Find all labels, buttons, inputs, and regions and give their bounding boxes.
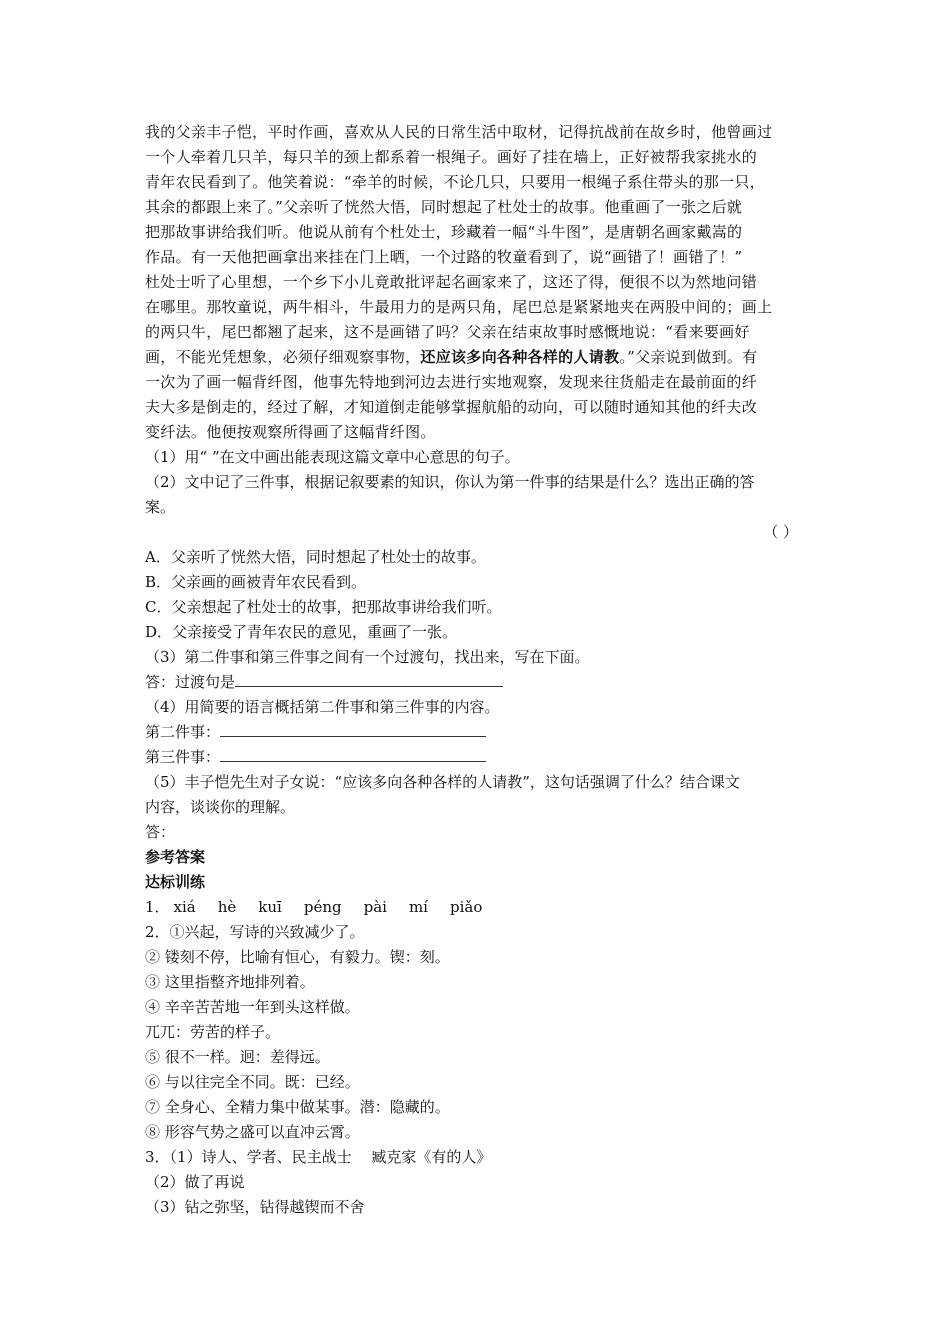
passage-line: 变纤法。他便按观察所得画了这幅背纤图。	[145, 423, 436, 441]
answer-key-section	[145, 845, 810, 1220]
passage-line: 一个人牵着几只羊，每只羊的颈上都系着一根绳子。画好了挂在墙上，正好被帮我家挑水的	[145, 148, 758, 166]
answer-label: 第二件事：	[145, 723, 221, 741]
answer-3-item: （3）钻之弥坚，钻得越锲而不舍	[145, 1198, 365, 1216]
pinyin-item: péng	[303, 898, 342, 916]
question-3-answer	[145, 670, 810, 695]
passage-line: 的两只牛，尾巴都翘了起来，这不是画错了吗？父亲在结束故事时感慨地说：“看来要画好	[145, 323, 750, 341]
option-b: B．父亲画的画被青年农民看到。	[145, 573, 367, 591]
passage-line: 在哪里。那牧童说，两牛相斗，牛最用力的是两只角，尾巴总是紧紧地夹在两股中间的；画上	[145, 298, 773, 316]
question-4: （4）用简要的语言概括第二件事和第三件事的内容。	[145, 698, 500, 716]
answer-2-item: ⑤ 很不一样。迥：差得远。	[145, 1048, 330, 1066]
answer-blank-line[interactable]	[220, 720, 486, 737]
passage-line: 青年农民看到了。他笑着说：“牵羊的时候，不论几只，只要用一根绳子系住带头的那一只，	[145, 173, 765, 191]
answer-1-pinyin	[145, 895, 810, 920]
question-5: （5）丰子恺先生对子女说：“应该多向各种各样的人请教”，这句话强调了什么？结合课文	[145, 773, 740, 791]
reading-passage	[145, 120, 810, 445]
question-2: （2）文中记了三件事，根据记叙要素的知识，你认为第一件事的结果是什么？选出正确的答	[145, 473, 755, 491]
option-c: C．父亲想起了杜处士的故事，把那故事讲给我们听。	[145, 598, 502, 616]
questions-section	[145, 445, 810, 845]
option-d: D．父亲接受了青年农民的意见，重画了一张。	[145, 623, 458, 641]
passage-line: 作品。有一天他把画拿出来挂在门上晒，一个过路的牧童看到了，说“画错了！画错了！”	[145, 248, 743, 266]
answer-2-item: ③ 这里指整齐地排列着。	[145, 973, 315, 991]
answer-bracket: （ ）	[763, 523, 798, 541]
answer-2-item: ⑥ 与以往完全不同。既：已经。	[145, 1073, 360, 1091]
passage-line	[145, 345, 810, 370]
pinyin-item: piǎo	[449, 898, 483, 916]
answer-2-item: ④ 辛辛苦苦地一年到头这样做。	[145, 998, 360, 1016]
question-1: （1）用“ ”在文中画出能表现这篇文章中心意思的句子。	[145, 448, 520, 466]
answer-2-item: ② 镂刻不停，比喻有恒心，有毅力。锲：刻。	[145, 948, 450, 966]
pinyin-item: pài	[363, 898, 387, 916]
answer-2-item: 2．①兴起，写诗的兴致减少了。	[145, 923, 365, 941]
passage-line: 杜处士听了心里想，一个乡下小儿竟敢批评起名画家来了，这还了得，便很不以为然地问错	[145, 273, 758, 291]
pinyin-item: mí	[408, 898, 428, 916]
answer-blank-line[interactable]	[220, 745, 486, 762]
pinyin-item: kuī	[258, 898, 282, 916]
passage-line: 把那故事讲给我们听。他说从前有个杜处士，珍藏着一幅“斗牛图”，是唐朝名画家戴嵩的	[145, 223, 743, 241]
question-4-third	[145, 745, 810, 770]
answer-2-item: 兀兀：劳苦的样子。	[145, 1023, 281, 1041]
answer-3-item: （2）做了再说	[145, 1173, 245, 1191]
answer-blank-line[interactable]	[235, 670, 503, 687]
passage-text: 。”父亲说到做到。有	[619, 348, 758, 366]
answer-key-heading: 参考答案	[145, 848, 206, 866]
answer-key-subheading: 达标训练	[145, 873, 206, 891]
question-5-cont: 内容，谈谈你的理解。	[145, 798, 296, 816]
answer-label: 第三件事：	[145, 748, 221, 766]
passage-line: 我的父亲丰子恺，平时作画，喜欢从人民的日常生活中取材，记得抗战前在故乡时，他曾画过	[145, 123, 773, 141]
question-2-cont: 案。	[145, 498, 176, 516]
passage-line: 夫大多是倒走的，经过了解，才知道倒走能够掌握航船的动向，可以随时通知其他的纤夫改	[145, 398, 758, 416]
key-sentence-bold: 还应该多向各种各样的人请教	[420, 348, 620, 366]
pinyin-item: xiá	[173, 898, 196, 916]
answer-label: 答：过渡句是	[145, 673, 236, 691]
answer-3-item: 3．（1）诗人、学者、民主战士 臧克家《有的人》	[145, 1148, 492, 1166]
answer-2-item: ⑧ 形容气势之盛可以直冲云霄。	[145, 1123, 360, 1141]
question-4-second	[145, 720, 810, 745]
document-content	[145, 120, 810, 1220]
passage-line: 其余的都跟上来了。”父亲听了恍然大悟，同时想起了杜处士的故事。他重画了一张之后就	[145, 198, 743, 216]
option-a: A．父亲听了恍然大悟，同时想起了杜处士的故事。	[145, 548, 486, 566]
passage-line: 一次为了画一幅背纤图，他事先特地到河边去进行实地观察，发现来往货船走在最前面的纤	[145, 373, 758, 391]
passage-text: 画，不能光凭想象，必须仔细观察事物，	[145, 348, 421, 366]
question-3: （3）第二件事和第三件事之间有一个过渡句，找出来，写在下面。	[145, 648, 590, 666]
answer-2-item: ⑦ 全身心、全精力集中做某事。潜：隐藏的。	[145, 1098, 450, 1116]
answer-number: 1．	[145, 898, 170, 916]
question-5-answer: 答：	[145, 823, 176, 841]
pinyin-item: hè	[217, 898, 237, 916]
